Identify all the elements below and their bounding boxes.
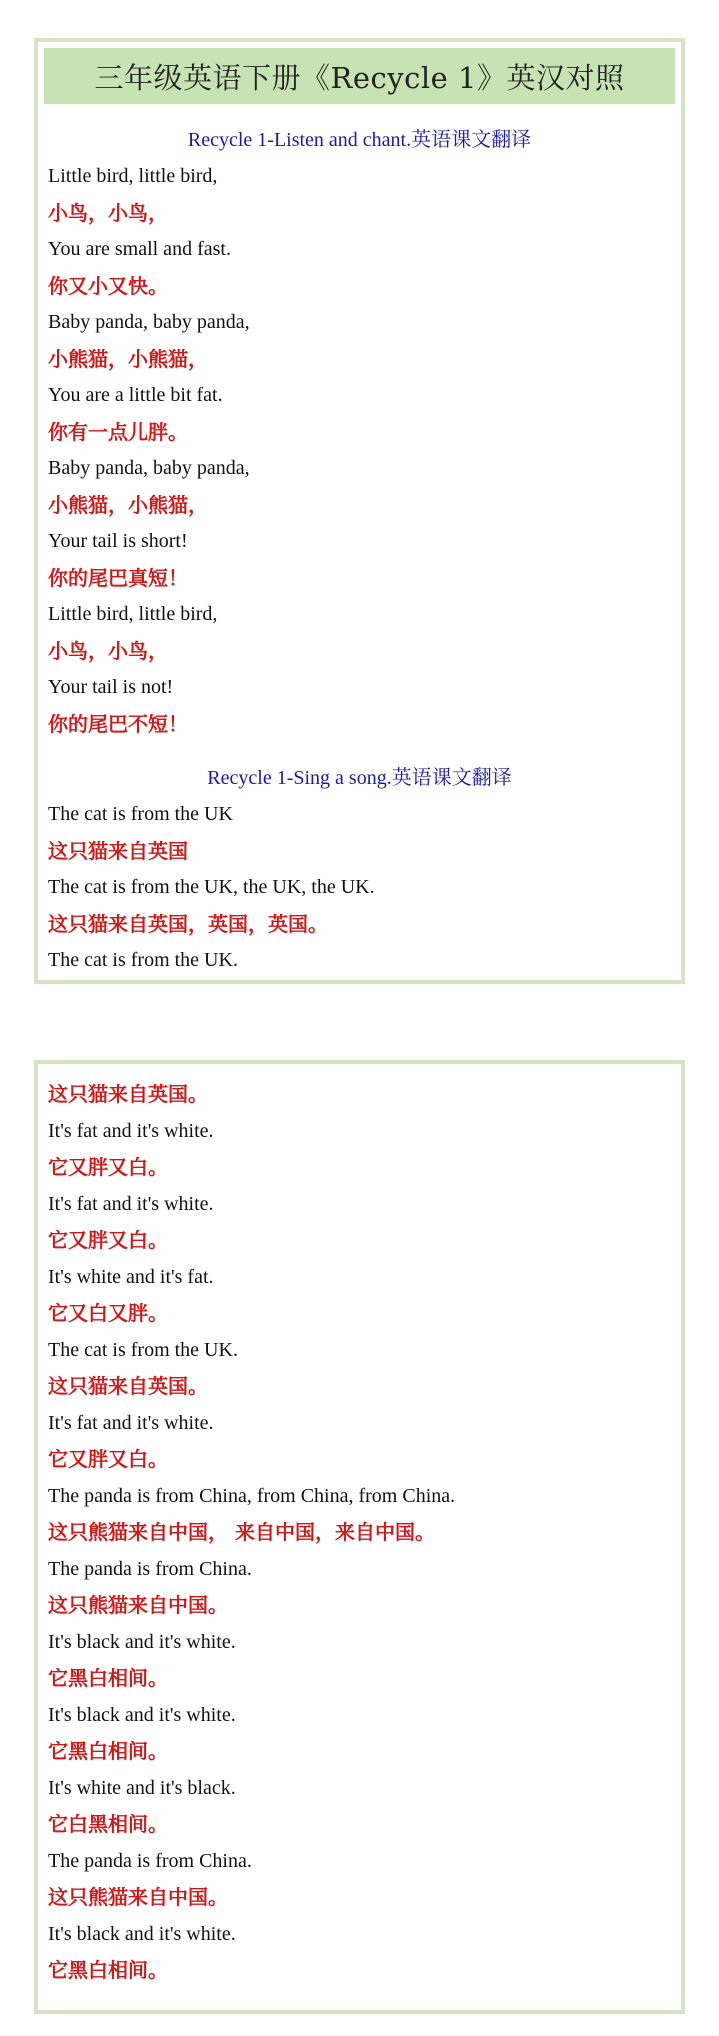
chinese-translation-line: 它白黑相间。 bbox=[48, 1812, 168, 1836]
english-line: Baby panda, baby panda, bbox=[48, 311, 250, 333]
chinese-translation-line: 这只猫来自英国 bbox=[48, 838, 188, 863]
english-line: The cat is from the UK. bbox=[48, 949, 238, 971]
english-line: You are a little bit fat. bbox=[48, 384, 223, 406]
chinese-translation-line: 它黑白相间。 bbox=[48, 1666, 168, 1690]
chant-lines bbox=[44, 158, 675, 742]
english-line: It's white and it's black. bbox=[48, 1776, 236, 1799]
chinese-translation-line: 这只猫来自英国，英国，英国。 bbox=[48, 911, 328, 936]
english-line: It's fat and it's white. bbox=[48, 1411, 214, 1434]
chinese-translation-line: 你有一点儿胖。 bbox=[48, 419, 188, 444]
english-line: It's fat and it's white. bbox=[48, 1119, 214, 1142]
section-heading-chant: Recycle 1-Listen and chant.英语课文翻译 bbox=[187, 129, 532, 151]
english-line: The panda is from China, from China, from China. bbox=[48, 1484, 456, 1507]
chinese-translation-line: 这只熊猫来自中国， 来自中国，来自中国。 bbox=[48, 1520, 435, 1544]
english-line: You are small and fast. bbox=[48, 238, 231, 260]
english-line: Your tail is not! bbox=[48, 676, 174, 698]
english-line: It's black and it's white. bbox=[48, 1922, 236, 1945]
chinese-translation-line: 它又胖又白。 bbox=[48, 1228, 168, 1252]
section-heading-song: Recycle 1-Sing a song.英语课文翻译 bbox=[207, 767, 512, 789]
chinese-translation-line: 它黑白相间。 bbox=[48, 1739, 168, 1763]
chinese-translation-line: 小鸟，小鸟， bbox=[48, 200, 168, 225]
song-lines-continued bbox=[44, 1070, 675, 1989]
chinese-translation-line: 这只猫来自英国。 bbox=[48, 1082, 208, 1106]
english-line: It's black and it's white. bbox=[48, 1703, 236, 1726]
english-line: The cat is from the UK bbox=[48, 803, 233, 825]
song-lines bbox=[44, 796, 675, 979]
chinese-translation-line: 你又小又快。 bbox=[48, 273, 168, 298]
chinese-translation-line: 它又胖又白。 bbox=[48, 1447, 168, 1471]
spacer bbox=[44, 104, 675, 122]
chinese-translation-line: 它又白又胖。 bbox=[48, 1301, 168, 1325]
chinese-translation-line: 这只猫来自英国。 bbox=[48, 1374, 208, 1398]
chinese-translation-line: 这只熊猫来自中国。 bbox=[48, 1885, 228, 1909]
chinese-translation-line: 这只熊猫来自中国。 bbox=[48, 1593, 228, 1617]
english-line: The cat is from the UK, the UK, the UK. bbox=[48, 876, 375, 898]
chinese-translation-line: 小熊猫，小熊猫， bbox=[48, 346, 208, 371]
english-line: It's black and it's white. bbox=[48, 1630, 236, 1653]
lesson-card-2 bbox=[34, 1060, 685, 2014]
chinese-translation-line: 你的尾巴不短！ bbox=[48, 711, 188, 736]
chinese-translation-line: 小熊猫，小熊猫， bbox=[48, 492, 208, 517]
english-line: Baby panda, baby panda, bbox=[48, 457, 250, 479]
page-title: 三年级英语下册《Recycle 1》英汉对照 bbox=[44, 48, 675, 104]
english-line: The panda is from China. bbox=[48, 1849, 252, 1872]
english-line: The cat is from the UK. bbox=[48, 1338, 238, 1361]
english-line: It's white and it's fat. bbox=[48, 1265, 214, 1288]
english-line: It's fat and it's white. bbox=[48, 1192, 214, 1215]
spacer bbox=[44, 742, 675, 760]
lesson-card-1 bbox=[34, 38, 685, 984]
english-line: Little bird, little bird, bbox=[48, 603, 218, 625]
chinese-translation-line: 你的尾巴真短！ bbox=[48, 565, 188, 590]
english-line: Little bird, little bird, bbox=[48, 165, 218, 187]
english-line: The panda is from China. bbox=[48, 1557, 252, 1580]
chinese-translation-line: 它黑白相间。 bbox=[48, 1958, 168, 1982]
chinese-translation-line: 小鸟，小鸟， bbox=[48, 638, 168, 663]
english-line: Your tail is short! bbox=[48, 530, 188, 552]
chinese-translation-line: 它又胖又白。 bbox=[48, 1155, 168, 1179]
